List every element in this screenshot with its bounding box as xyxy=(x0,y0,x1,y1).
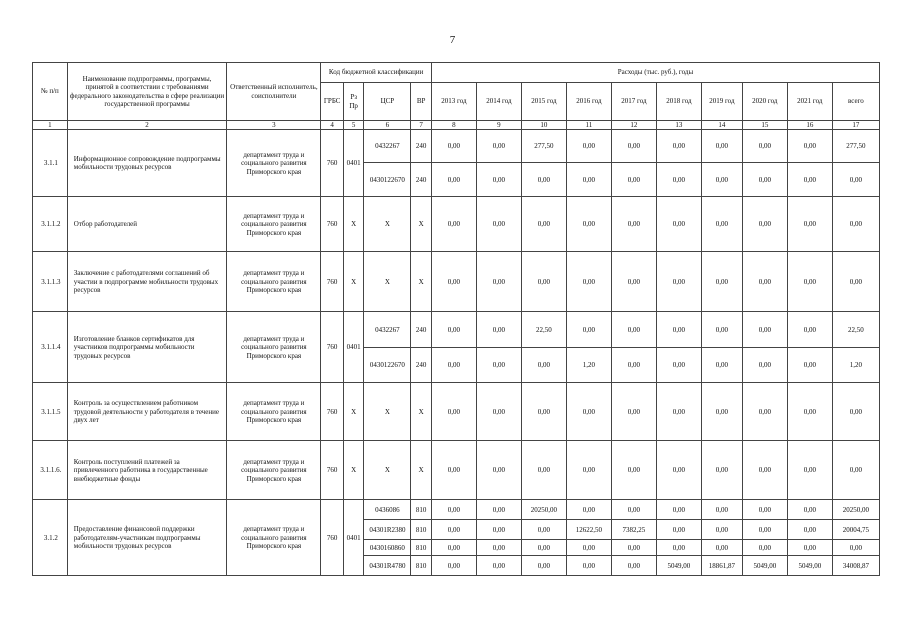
row-name: Контроль за осуществлением работником трудовой деятельности у работодателя в течение двух лет xyxy=(67,383,227,441)
row-value: 0,00 xyxy=(742,520,787,540)
row-value: 22,50 xyxy=(521,312,566,348)
row-csr: X xyxy=(364,383,411,441)
header-year: всего xyxy=(832,83,879,121)
row-value: 20250,00 xyxy=(832,500,879,520)
row-value: 0,00 xyxy=(476,520,521,540)
row-value: 0,00 xyxy=(521,252,566,312)
row-name: Отбор работодателей xyxy=(67,197,227,252)
row-vr: X xyxy=(411,252,431,312)
row-value: 0,00 xyxy=(476,383,521,441)
row-value: 0,00 xyxy=(656,252,701,312)
row-value: 0,00 xyxy=(611,540,656,556)
row-value: 0,00 xyxy=(832,163,879,197)
row-value: 0,00 xyxy=(787,252,832,312)
row-value: 0,00 xyxy=(566,252,611,312)
row-value: 0,00 xyxy=(701,441,742,500)
row-number: 3.1.1.2 xyxy=(33,197,68,252)
row-value: 0,00 xyxy=(476,441,521,500)
column-number: 16 xyxy=(787,121,832,130)
row-executor: департамент труда и социального развития Приморского края xyxy=(227,197,321,252)
row-value: 0,00 xyxy=(431,383,476,441)
row-value: 0,00 xyxy=(566,500,611,520)
row-number: 3.1.2 xyxy=(33,500,68,576)
row-value: 0,00 xyxy=(656,130,701,163)
expenses-table xyxy=(32,62,880,576)
row-csr: 0430122670 xyxy=(364,163,411,197)
row-vr: 810 xyxy=(411,556,431,576)
header-year: 2015 год xyxy=(521,83,566,121)
row-value: 0,00 xyxy=(611,348,656,383)
row-value: 0,00 xyxy=(701,130,742,163)
header-year: 2016 год xyxy=(566,83,611,121)
row-value: 0,00 xyxy=(476,252,521,312)
row-vr: 240 xyxy=(411,163,431,197)
row-value: 0,00 xyxy=(611,500,656,520)
row-value: 0,00 xyxy=(742,348,787,383)
row-value: 0,00 xyxy=(521,441,566,500)
column-number: 8 xyxy=(431,121,476,130)
row-executor: департамент труда и социального развития Приморского края xyxy=(227,500,321,576)
row-number: 3.1.1 xyxy=(33,130,68,197)
header-num: № п/п xyxy=(33,63,68,121)
column-number: 11 xyxy=(566,121,611,130)
row-grbs: 760 xyxy=(321,197,344,252)
column-number: 10 xyxy=(521,121,566,130)
row-rzpr: X xyxy=(343,197,363,252)
row-value: 0,00 xyxy=(476,197,521,252)
row-csr: 04301R2380 xyxy=(364,520,411,540)
row-value: 0,00 xyxy=(476,348,521,383)
column-number: 5 xyxy=(343,121,363,130)
row-value: 0,00 xyxy=(742,130,787,163)
row-vr: 240 xyxy=(411,348,431,383)
column-number: 17 xyxy=(832,121,879,130)
row-value: 12622,50 xyxy=(566,520,611,540)
row-value: 0,00 xyxy=(521,383,566,441)
row-value: 0,00 xyxy=(787,163,832,197)
row-value: 0,00 xyxy=(787,441,832,500)
row-vr: 810 xyxy=(411,520,431,540)
row-value: 0,00 xyxy=(832,441,879,500)
row-value: 0,00 xyxy=(431,540,476,556)
header-executor: Ответственный исполнитель, соисполнители xyxy=(227,63,321,121)
row-value: 0,00 xyxy=(431,556,476,576)
row-value: 0,00 xyxy=(656,197,701,252)
row-value: 1,20 xyxy=(566,348,611,383)
page-number: 7 xyxy=(449,34,456,46)
row-value: 0,00 xyxy=(656,441,701,500)
row-value: 0,00 xyxy=(656,500,701,520)
row-rzpr: 0401 xyxy=(343,130,363,197)
column-number: 6 xyxy=(364,121,411,130)
row-csr: X xyxy=(364,441,411,500)
row-value: 0,00 xyxy=(742,312,787,348)
row-value: 0,00 xyxy=(611,163,656,197)
row-value: 0,00 xyxy=(476,130,521,163)
row-grbs: 760 xyxy=(321,441,344,500)
row-value: 0,00 xyxy=(566,540,611,556)
row-value: 0,00 xyxy=(521,540,566,556)
row-value: 0,00 xyxy=(566,197,611,252)
row-grbs: 760 xyxy=(321,383,344,441)
row-value: 5049,00 xyxy=(787,556,832,576)
row-value: 0,00 xyxy=(742,500,787,520)
row-csr: 0436086 xyxy=(364,500,411,520)
row-value: 0,00 xyxy=(566,163,611,197)
row-value: 20250,00 xyxy=(521,500,566,520)
row-value: 22,50 xyxy=(832,312,879,348)
row-csr: 0430122670 xyxy=(364,348,411,383)
header-year: 2021 год xyxy=(787,83,832,121)
row-value: 0,00 xyxy=(742,163,787,197)
column-number: 13 xyxy=(656,121,701,130)
row-value: 0,00 xyxy=(656,348,701,383)
row-csr: X xyxy=(364,252,411,312)
row-value: 34008,87 xyxy=(832,556,879,576)
row-value: 0,00 xyxy=(476,556,521,576)
row-value: 0,00 xyxy=(566,383,611,441)
row-value: 0,00 xyxy=(431,252,476,312)
row-value: 0,00 xyxy=(431,163,476,197)
row-value: 0,00 xyxy=(701,383,742,441)
table-head xyxy=(33,63,880,130)
row-value: 277,50 xyxy=(832,130,879,163)
row-value: 0,00 xyxy=(431,441,476,500)
table-row xyxy=(33,500,880,520)
row-value: 0,00 xyxy=(521,520,566,540)
row-value: 1,20 xyxy=(832,348,879,383)
row-value: 0,00 xyxy=(521,197,566,252)
column-number-row xyxy=(33,121,880,130)
row-vr: 240 xyxy=(411,130,431,163)
row-value: 0,00 xyxy=(787,312,832,348)
row-name: Изготовление бланков сертификатов для участников подпрограммы мобильности трудовых ресурсов xyxy=(67,312,227,383)
row-value: 0,00 xyxy=(701,312,742,348)
row-value: 0,00 xyxy=(787,130,832,163)
row-value: 0,00 xyxy=(832,252,879,312)
row-vr: X xyxy=(411,383,431,441)
row-vr: X xyxy=(411,441,431,500)
row-value: 0,00 xyxy=(431,312,476,348)
row-executor: департамент труда и социального развития Приморского края xyxy=(227,130,321,197)
row-value: 0,00 xyxy=(656,312,701,348)
row-vr: X xyxy=(411,197,431,252)
row-value: 18861,87 xyxy=(701,556,742,576)
row-vr: 240 xyxy=(411,312,431,348)
row-value: 0,00 xyxy=(566,556,611,576)
row-name: Заключение с работодателями соглашений об участии в подпрограмме мобильности трудовых ресурсов xyxy=(67,252,227,312)
row-rzpr: X xyxy=(343,252,363,312)
row-rzpr: X xyxy=(343,383,363,441)
row-value: 0,00 xyxy=(787,500,832,520)
table-row xyxy=(33,197,880,252)
column-number: 14 xyxy=(701,121,742,130)
table-row xyxy=(33,130,880,163)
row-value: 0,00 xyxy=(521,556,566,576)
row-name: Контроль поступлений платежей за привлеченного работника в государственные внебюджетные фонды xyxy=(67,441,227,500)
header-name: Наименование подпрограммы, программы, принятой в соответствии с требованиями федерального законодательства в сфере реализации государственной программы xyxy=(67,63,227,121)
row-value: 0,00 xyxy=(701,197,742,252)
row-number: 3.1.1.5 xyxy=(33,383,68,441)
row-value: 0,00 xyxy=(701,520,742,540)
row-value: 0,00 xyxy=(476,500,521,520)
column-number: 1 xyxy=(33,121,68,130)
row-value: 0,00 xyxy=(787,383,832,441)
row-value: 0,00 xyxy=(611,197,656,252)
row-value: 0,00 xyxy=(701,252,742,312)
row-grbs: 760 xyxy=(321,312,344,383)
row-rzpr: 0401 xyxy=(343,500,363,576)
row-name: Информационное сопровождение подпрограммы мобильности трудовых ресурсов xyxy=(67,130,227,197)
row-value: 0,00 xyxy=(611,312,656,348)
row-vr: 810 xyxy=(411,500,431,520)
row-value: 0,00 xyxy=(701,348,742,383)
row-value: 0,00 xyxy=(787,197,832,252)
row-value: 0,00 xyxy=(611,556,656,576)
row-name: Предоставление финансовой поддержки работодателям-участникам подпрограммы мобильности трудовых ресурсов xyxy=(67,500,227,576)
row-csr: 0432267 xyxy=(364,312,411,348)
row-value: 0,00 xyxy=(611,252,656,312)
table-row xyxy=(33,441,880,500)
row-csr: X xyxy=(364,197,411,252)
row-value: 5049,00 xyxy=(656,556,701,576)
row-number: 3.1.1.6. xyxy=(33,441,68,500)
column-number: 9 xyxy=(476,121,521,130)
row-grbs: 760 xyxy=(321,500,344,576)
row-number: 3.1.1.4 xyxy=(33,312,68,383)
column-number: 2 xyxy=(67,121,227,130)
row-value: 0,00 xyxy=(656,540,701,556)
table-row xyxy=(33,383,880,441)
row-value: 0,00 xyxy=(742,252,787,312)
row-value: 0,00 xyxy=(431,197,476,252)
table-row xyxy=(33,312,880,348)
table-row xyxy=(33,252,880,312)
header-budget-code: Код бюджетной классификации xyxy=(321,63,431,83)
row-value: 0,00 xyxy=(701,500,742,520)
row-rzpr: 0401 xyxy=(343,312,363,383)
row-value: 0,00 xyxy=(431,500,476,520)
row-executor: департамент труда и социального развития Приморского края xyxy=(227,441,321,500)
column-number: 15 xyxy=(742,121,787,130)
row-value: 0,00 xyxy=(832,197,879,252)
row-value: 0,00 xyxy=(611,383,656,441)
header-csr: ЦСР xyxy=(364,83,411,121)
row-rzpr: X xyxy=(343,441,363,500)
row-value: 0,00 xyxy=(566,130,611,163)
row-value: 0,00 xyxy=(656,383,701,441)
row-value: 0,00 xyxy=(832,383,879,441)
header-grbs: ГРБС xyxy=(321,83,344,121)
row-value: 0,00 xyxy=(611,441,656,500)
row-value: 0,00 xyxy=(742,540,787,556)
row-value: 277,50 xyxy=(521,130,566,163)
row-executor: департамент труда и социального развития Приморского края xyxy=(227,383,321,441)
row-value: 0,00 xyxy=(566,312,611,348)
header-year: 2020 год xyxy=(742,83,787,121)
row-executor: департамент труда и социального развития Приморского края xyxy=(227,252,321,312)
row-value: 0,00 xyxy=(431,520,476,540)
header-year: 2014 год xyxy=(476,83,521,121)
row-value: 0,00 xyxy=(656,520,701,540)
row-value: 0,00 xyxy=(431,130,476,163)
row-value: 20004,75 xyxy=(832,520,879,540)
row-value: 5049,00 xyxy=(742,556,787,576)
row-value: 0,00 xyxy=(611,130,656,163)
row-value: 0,00 xyxy=(701,540,742,556)
row-value: 7382,25 xyxy=(611,520,656,540)
table-body xyxy=(33,130,880,576)
header-year: 2019 год xyxy=(701,83,742,121)
header-year: 2017 год xyxy=(611,83,656,121)
row-value: 0,00 xyxy=(742,441,787,500)
row-number: 3.1.1.3 xyxy=(33,252,68,312)
row-value: 0,00 xyxy=(476,540,521,556)
header-rzpr: Рз Пр xyxy=(343,83,363,121)
column-number: 7 xyxy=(411,121,431,130)
row-value: 0,00 xyxy=(787,540,832,556)
header-year: 2013 год xyxy=(431,83,476,121)
row-executor: департамент труда и социального развития Приморского края xyxy=(227,312,321,383)
row-value: 0,00 xyxy=(742,383,787,441)
row-value: 0,00 xyxy=(476,312,521,348)
column-number: 4 xyxy=(321,121,344,130)
column-number: 3 xyxy=(227,121,321,130)
column-number: 12 xyxy=(611,121,656,130)
row-grbs: 760 xyxy=(321,252,344,312)
header-vr: ВР xyxy=(411,83,431,121)
row-value: 0,00 xyxy=(656,163,701,197)
row-grbs: 760 xyxy=(321,130,344,197)
row-csr: 0430160860 xyxy=(364,540,411,556)
row-value: 0,00 xyxy=(701,163,742,197)
header-expenses: Расходы (тыс. руб.), годы xyxy=(431,63,879,83)
row-value: 0,00 xyxy=(787,520,832,540)
row-value: 0,00 xyxy=(566,441,611,500)
row-value: 0,00 xyxy=(742,197,787,252)
row-value: 0,00 xyxy=(521,163,566,197)
row-value: 0,00 xyxy=(431,348,476,383)
row-csr: 0432267 xyxy=(364,130,411,163)
header-year: 2018 год xyxy=(656,83,701,121)
row-vr: 810 xyxy=(411,540,431,556)
row-value: 0,00 xyxy=(832,540,879,556)
row-value: 0,00 xyxy=(476,163,521,197)
row-value: 0,00 xyxy=(787,348,832,383)
row-value: 0,00 xyxy=(521,348,566,383)
row-csr: 04301R4780 xyxy=(364,556,411,576)
